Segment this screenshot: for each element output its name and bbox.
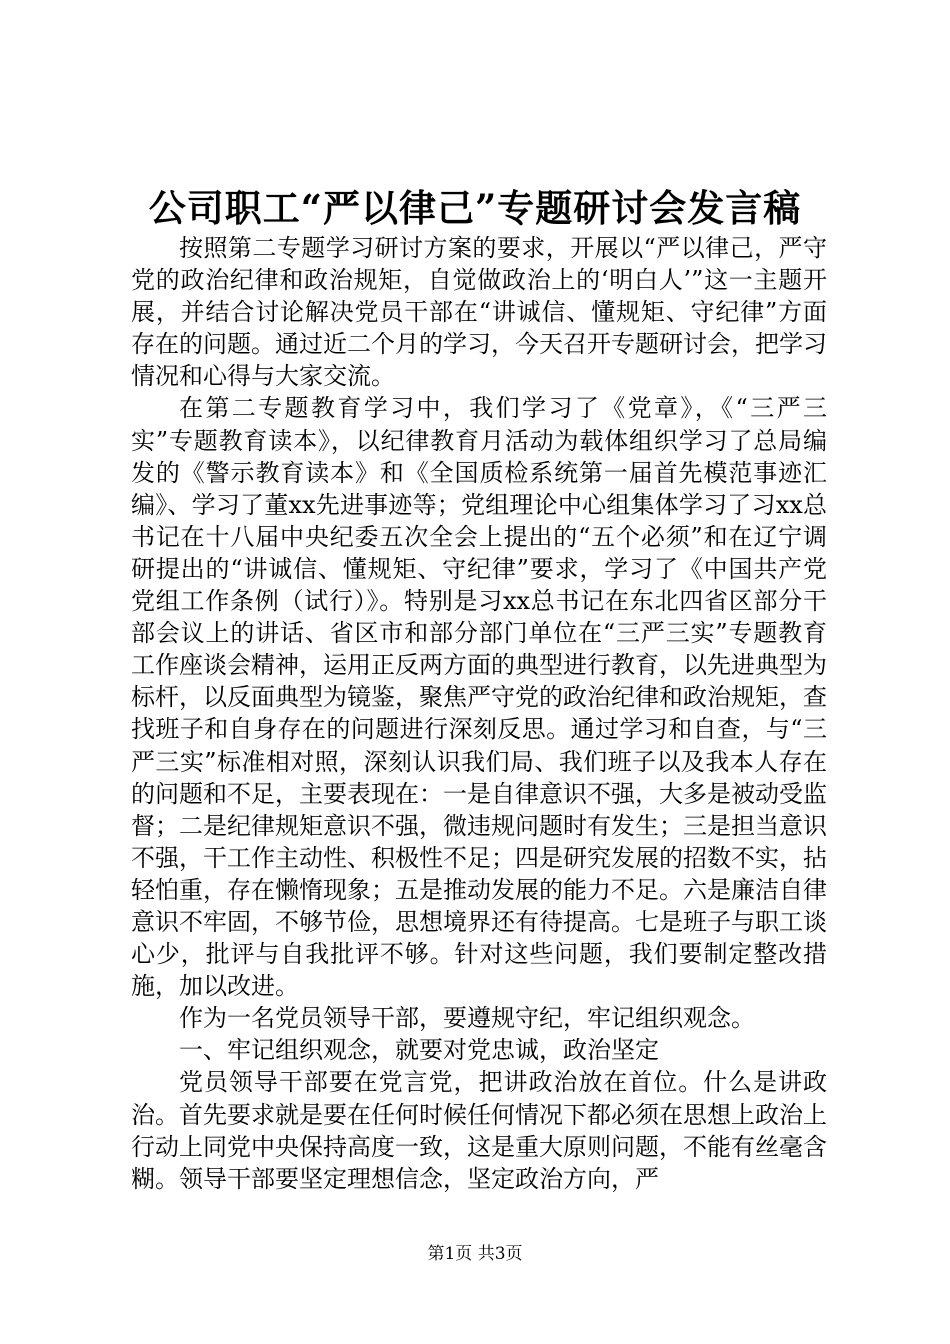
paragraph-statement: 作为一名党员领导干部，要遵规守纪，牢记组织观念。 bbox=[179, 1004, 755, 1033]
page-footer: 第1页 共3页 bbox=[427, 1244, 523, 1264]
document-body bbox=[131, 232, 827, 1195]
paragraph-intro: 按照第二专题学习研讨方案的要求，开展以“严以律己，严守党的政治纪律和政治规矩，自觉做政治上的‘明白人’”这一主题开展，并结合讨论解决党员干部在“讲诚信、懂规矩、守纪律”方面存在的问题。通过近二个月的学习，今天召开专题研讨会，把学习情况和心得与大家交流。 bbox=[131, 234, 827, 391]
paragraph-study-content: 在第二专题教育学习中，我们学习了《党章》，《“三严三实”专题教育读本》，以纪律教育月活动为载体组织学习了总局编发的《警示教育读本》和《全国质检系统第一届首先模范事迹汇编》、学习了董xx先进事迹等；党组理论中心组集体学习了习xx总书记在十八届中央纪委五次全会上提出的“五个必须”和在辽宁调研提出的“讲诚信、懂规矩、守纪律”要求，学习了《中国共产党党组工作条例（试行）》。特别是习xx总书记在东北四省区部分干部会议上的讲话、省区市和部分部门单位在“三严三实”专题教育工作座谈会精神，运用正反两方面的典型进行教育，以先进典型为标杆，以反面典型为镜鉴，聚焦严守党的政治纪律和政治规矩，查找班子和自身存在的问题进行深刻反思。通过学习和自查，与“三严三实”标准相对照，深刻认识我们局、我们班子以及我本人存在的问题和不足，主要表现在：一是自律意识不强，大多是被动受监督；二是纪律规矩意识不强，微违规问题时有发生；三是担当意识不强，干工作主动性、积极性不足；四是研究发展的招数不实，拈轻怕重，存在懒惰现象；五是推动发展的能力不足。六是廉洁自律意识不牢固，不够节俭，思想境界还有待提高。七是班子与职工谈心少，批评与自我批评不够。针对这些问题，我们要制定整改措施，加以改进。 bbox=[131, 394, 827, 1001]
page-title: 公司职工“严以律己”专题研讨会发言稿 bbox=[148, 186, 802, 230]
paragraph-section-1: 党员领导干部要在党言党，把讲政治放在首位。什么是讲政治。首先要求就是要在任何时候任何情况下都必须在思想上政治上行动上同党中央保持高度一致，这是重大原则问题，不能有丝毫含糊。领导干部要坚定理想信念，坚定政治方向，严 bbox=[131, 1068, 827, 1193]
section-heading-1: 一、牢记组织观念，就要对党忠诚，政治坚定 bbox=[179, 1036, 659, 1065]
